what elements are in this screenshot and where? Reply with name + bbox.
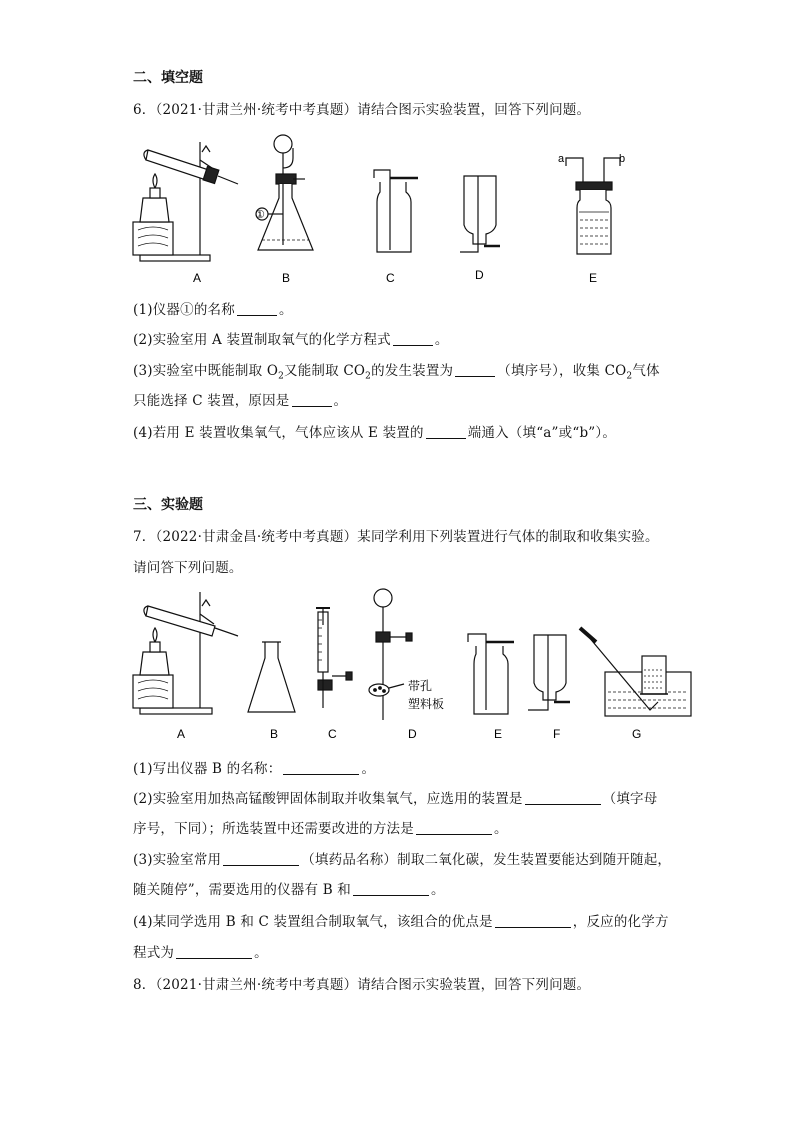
q7-device-c: [316, 608, 352, 708]
q7-device-b: [248, 642, 295, 712]
question-8-stem: 8．（2021·甘肃兰州·统考中考真题）请结合图示实验装置，回答下列问题。: [133, 977, 591, 993]
section-title-fill-blank: 二、填空题: [133, 70, 203, 86]
q6-part-4: (4)若用 E 装置收集氧气，气体应该从 E 装置的 端通入（填“a”或“b”）。: [133, 425, 617, 441]
q7-device-a: [133, 592, 238, 714]
q7-label-g: G: [632, 727, 642, 741]
q6-device-d: [460, 176, 500, 252]
q6-blank-2[interactable]: [393, 332, 433, 346]
q6-label-a: A: [193, 271, 202, 285]
q7-label-e: E: [494, 727, 503, 741]
q6-blank-4[interactable]: [292, 393, 332, 407]
q6-part-1: (1)仪器①的名称 。: [133, 302, 293, 318]
q6-device-a: [133, 142, 238, 261]
q7-part-3-line-2: 随关随停”，需要选用的仪器有 B 和 。: [133, 882, 445, 898]
q7-label-c: C: [328, 727, 337, 741]
q6-part-2: (2)实验室用 A 装置制取氧气的化学方程式 。: [133, 332, 449, 348]
question-6-stem: 6．（2021·甘肃兰州·统考中考真题）请结合图示实验装置，回答下列问题。: [133, 102, 591, 118]
q6-device-b: [256, 135, 313, 250]
q7-device-g: [580, 628, 691, 716]
q7-label-b: B: [270, 727, 279, 741]
q6-label-d: D: [475, 268, 484, 282]
q6-apparatus-figure: [0, 130, 794, 294]
q6-blank-1[interactable]: [237, 302, 277, 316]
q6-circle-label: ①: [255, 209, 265, 221]
q7-blank-1[interactable]: [283, 761, 359, 775]
q7-apparatus-figure: [0, 580, 794, 754]
q6-label-e: E: [589, 271, 598, 285]
q7-part-4: (4)某同学选用 B 和 C 装置组合制取氧气，该组合的优点是 ，反应的化学方: [133, 914, 669, 930]
q7-part-3: (3)实验室常用 （填药品名称）制取二氧化碳，发生装置要能达到随开随起，: [133, 852, 672, 868]
q6-apparatus-svg: [0, 130, 794, 290]
q6-blank-3[interactable]: [455, 363, 495, 377]
q7-blank-3[interactable]: [416, 821, 492, 835]
q7-label-f: F: [553, 727, 561, 741]
q7-device-d: [369, 589, 412, 720]
q6-e-label-a: a: [558, 153, 565, 165]
q7-part-4-line-2: 程式为 。: [133, 945, 268, 961]
question-7-stem-line-2: 请问答下列问题。: [133, 560, 243, 576]
q7-device-e: [468, 634, 514, 714]
q7-blank-5[interactable]: [353, 882, 429, 896]
q6-part-3: (3)实验室中既能制取 $O_2$又能制取 $CO_2$的发生装置为 （填序号），收集 $CO_2$气体: [133, 363, 660, 382]
q7-apparatus-svg: [0, 580, 794, 750]
q6-label-b: B: [282, 271, 291, 285]
q7-part-2: (2)实验室用加热高锰酸钾固体制取并收集氧气，应选用的装置是 （填字母: [133, 791, 658, 807]
q7-device-f: [528, 635, 570, 710]
q6-label-c: C: [386, 271, 395, 285]
q7-blank-7[interactable]: [176, 945, 252, 959]
q7-part-1: (1)写出仪器 B 的名称： 。: [133, 761, 376, 777]
section-title-experiment: 三、实验题: [133, 497, 203, 513]
q7-blank-6[interactable]: [495, 914, 571, 928]
q6-blank-5[interactable]: [426, 425, 466, 439]
q7-blank-4[interactable]: [223, 852, 299, 866]
q7-plate-label-2: 塑料板: [408, 697, 445, 711]
q7-blank-2[interactable]: [525, 791, 601, 805]
q6-device-e: [566, 158, 620, 254]
q6-e-label-b: b: [619, 153, 626, 165]
q7-plate-label-1: 带孔: [408, 679, 433, 693]
question-7-stem: 7．（2022·甘肃金昌·统考中考真题）某同学利用下列装置进行气体的制取和收集实验。: [133, 529, 659, 545]
q6-part-3-line-2: 只能选择 C 装置，原因是 。: [133, 393, 348, 409]
q7-label-a: A: [177, 727, 186, 741]
q6-device-c: [374, 170, 418, 252]
q7-label-d: D: [408, 727, 417, 741]
q7-part-2-line-2: 序号，下同）；所选装置中还需要改进的方法是 。: [133, 821, 508, 837]
